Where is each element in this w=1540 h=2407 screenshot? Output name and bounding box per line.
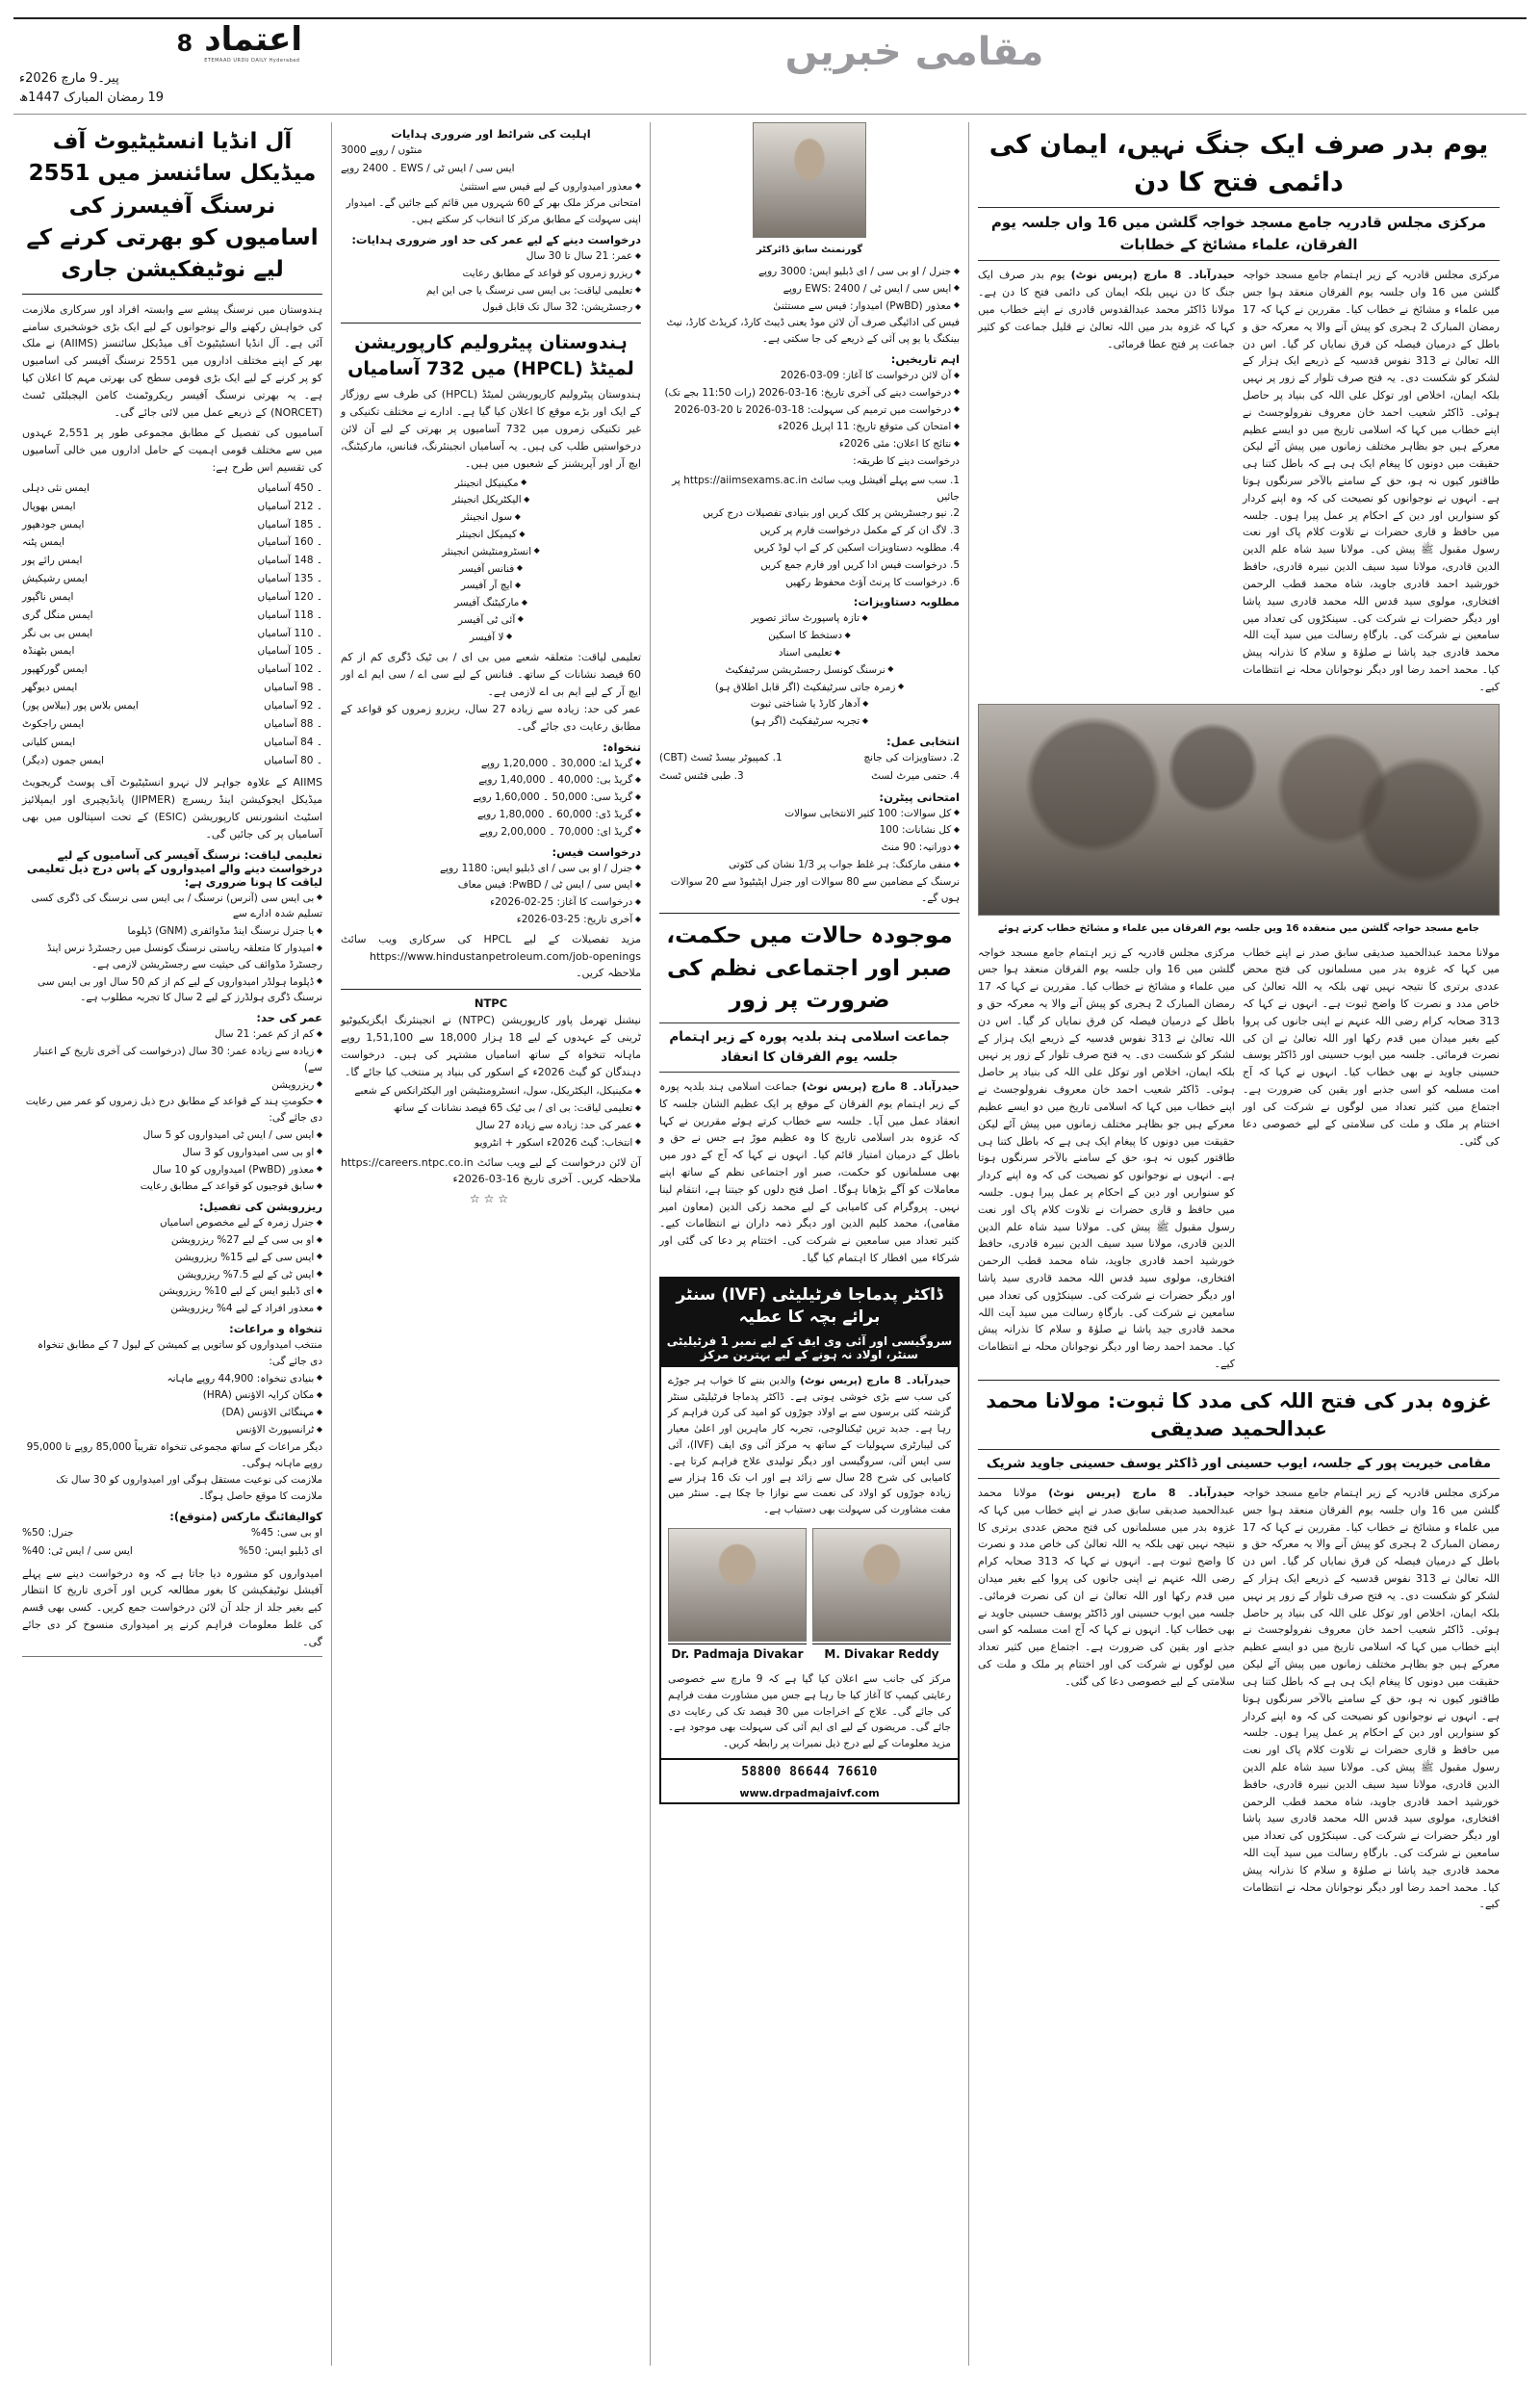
selection-item: 2. دستاویزات کی جانچ xyxy=(863,751,960,764)
jamaat-dateline: حیدرآباد۔ 8 مارچ (پریس نوٹ) xyxy=(802,1079,960,1093)
column-divider-1 xyxy=(331,122,332,2366)
ntpc-list xyxy=(341,1083,641,1151)
selection-row xyxy=(659,768,960,786)
doctor-card-right xyxy=(668,1528,807,1662)
lead-subhead: مرکزی مجلس قادریہ جامع مسجد خواجہ گلشن میں 16 واں جلسہ یوم الفرقان، علماء مشائخ کے خطابات xyxy=(978,207,1500,261)
doc-item: ◆ دستخط کا اسکین xyxy=(659,628,960,644)
selection-list xyxy=(659,750,960,786)
hpcl-fee-head: درخواست فیس: xyxy=(552,844,641,859)
inst-name: ایمس ناگپور xyxy=(22,590,74,603)
inst-name: ایمس کلیانی xyxy=(22,736,76,748)
elig-item: ◆ امیدوار کا متعلقہ ریاستی نرسنگ کونسل میں رجسٹرڈ نرس اینڈ رجسٹرڈ مڈوائف کی حیثیت سے رجسٹریشن لازمی ہے۔ xyxy=(22,941,322,973)
jamaat-body xyxy=(659,1078,960,1267)
age-item: ◆ او بی سی امیدواروں کو 3 سال xyxy=(22,1145,322,1161)
second-dateline: حیدرآباد۔ 8 مارچ (پریس نوٹ) xyxy=(1048,1486,1236,1499)
aiims-institute-list xyxy=(22,480,322,770)
aiims-cutoff-head: کوالیفائنگ مارکس (متوقع): xyxy=(169,1509,322,1523)
apply-method-head: درخواست دینے کا طریقہ: xyxy=(853,454,960,467)
inst-value: ۔ 92 آسامیاں xyxy=(264,699,322,712)
inst-name: ایمس رائے پور xyxy=(22,555,83,567)
column-divider-2 xyxy=(650,122,651,2366)
date-row: ◆ آخری تاریخ: 25-03-2026ء xyxy=(341,912,641,928)
ntpc-head: NTPC xyxy=(474,996,508,1011)
masthead xyxy=(13,17,1527,110)
date-item: ◆ درخواست میں ترمیم کی سہولت: 18-03-2026 تا 20-03-2026 xyxy=(659,402,960,419)
second-body-columns xyxy=(978,1485,1500,1913)
masthead-rule xyxy=(13,114,1527,115)
page-number: 8 xyxy=(176,30,193,57)
ivf-ad-phone[interactable]: 76610 86644 58800 xyxy=(661,1758,958,1784)
aiims-para3: AIIMS کے علاوہ جواہر لال نہرو انسٹیٹیوٹ آف پوسٹ گریجویٹ میڈیکل ایجوکیشن اینڈ ریسرچ (JIPMER) پانڈیچیری اور ایمپلائیز اسٹیٹ انشورنس کارپوریشن (ESIC) کے تحت اسپتالوں میں بھی آسامیاں پر کی جائیں گی۔ xyxy=(22,776,322,841)
lead-lede: یوم بدر صرف ایک جنگ کا دن نہیں بلکہ ایمان کی دائمی فتح کا دن ہے۔ مولانا ڈاکٹر محمد عبدالقدوس قادری نے اپنے خطاب میں کہا کہ غزوہ بدر میں اللہ تعالیٰ نے قلیل جماعت کو کثیر جماعت پر فتح عطا فرمائی۔ xyxy=(978,269,1235,350)
inst-row xyxy=(22,499,322,516)
age-item: ◆ ایس سی / ایس ٹی امیدواروں کو 5 سال xyxy=(22,1127,322,1144)
inst-row xyxy=(22,698,322,715)
ivf-advertisement[interactable] xyxy=(659,1277,960,1804)
fee-label: ایس سی / ایس ٹی / EWS ۔ 2400 روپے xyxy=(341,162,515,174)
doctor-photo-padmaja xyxy=(668,1528,807,1642)
hpcl-text: ہندوستان پیٹرولیم کارپوریشن لمیٹڈ (HPCL) کی طرف سے روزگار کے ایک اور بڑے موقع کا اعلان کیا گیا ہے۔ ادارے نے مختلف تکنیکی و غیر تکنیکی زمروں میں 732 آسامیوں پر بھرتی کے لیے آن لائن درخواستیں طلب کی ہیں۔ یہ آسامیاں انجینئرنگ، فنانس، مارکیٹنگ، ایچ آر اور آپریشنز کے شعبوں میں ہیں۔ xyxy=(341,388,641,470)
documents-head: مطلوبہ دستاویزات: xyxy=(853,595,960,609)
inst-value: ۔ 160 آسامیاں xyxy=(257,536,322,549)
inst-name: ایمس منگل گری xyxy=(22,608,93,621)
salary-row: ◆ گریڈ ای: 70,000 ۔ 2,00,000 روپے xyxy=(341,824,641,841)
salary-row: ◆ گریڈ اے: 30,000 ۔ 1,20,000 روپے xyxy=(341,756,641,772)
inst-value: ۔ 88 آسامیاں xyxy=(264,717,322,730)
age-item: ◆ ریزرو زمروں کو قواعد کے مطابق رعایت xyxy=(341,266,641,282)
inst-name: ایمس راجکوٹ xyxy=(22,717,85,730)
apply-step: 1. سب سے پہلے آفیشل ویب سائٹ https://aiimsexams.ac.in پر جائیں xyxy=(672,474,960,503)
fee-row: ◆ ایس سی / ایس ٹی / PwBD: فیس معاف xyxy=(341,877,641,893)
inst-value: ۔ 102 آسامیاں xyxy=(257,663,322,676)
apply-step-text: درخواست کا پرنٹ آؤٹ محفوظ رکھیں xyxy=(785,576,947,588)
inst-value: ۔ 185 آسامیاں xyxy=(257,518,322,531)
jamaat-rule-top xyxy=(659,913,960,914)
inst-row xyxy=(22,753,322,770)
ivf-ad-body xyxy=(661,1367,958,1524)
reserve-item: ◆ ای ڈبلیو ایس کے لیے 10% ریزرویشن xyxy=(22,1283,322,1300)
hpcl-role: ◆ انسٹرومنٹیشن انجینئر xyxy=(341,544,641,560)
inst-name: ایمس پٹنہ xyxy=(22,536,65,549)
jamaat-headline: موجودہ حالات میں حکمت، صبر اور اجتماعی نظم کی ضرورت پر زور xyxy=(666,923,953,1014)
apply-step-text: مطلوبہ دستاویزات اسکین کر کے اپ لوڈ کریں xyxy=(754,541,947,554)
second-body-left: مرکزی مجلس قادریہ کے زیر اہتمام جامع مسجد خواجہ گلشن میں 16 واں جلسہ یوم الفرقان منعقد ہوا جس میں علماء و مشائخ نے خطاب کیا۔ مقررین نے کہا کہ 17 رمضان المبارک 2 ہجری کو پیش آنے والا یہ معرکہ حق و باطل کے درمیان فیصلہ کن فرق نمایاں کر گیا۔ اس دن اللہ تعالیٰ نے 313 نفوس قدسیہ کے ذریعے ایک ہزار کے لشکر کو شکست دی۔ یہ فتح صرف تلوار کے زور پر نہیں بلکہ ایمان، اخلاص اور توکل علی اللہ کی بنیاد پر حاصل ہوئی۔ ڈاکٹر شعیب احمد خان معروف نفرولوجسٹ نے اپنے خطاب میں کہا کہ اسلامی تاریخ میں دو ایسے عظیم معرکے ہیں جو بظاہر مختلف زمانوں میں پیش آئے لیکن حقیقت میں دونوں کا پیغام ایک ہی ہے کہ باطل کتنا ہی طاقتور کیوں نہ ہو، حق کے سامنے بالآخر سرنگوں ہوتا ہے۔ انہوں نے نوجوانوں کو نصیحت کی کہ وہ اپنے کردار کو سنواریں اور دین کے احکام پر عمل پیرا ہوں۔ جلسہ میں حافظ و قاری حضرات نے تلاوت کلام پاک اور نعت رسول مقبول ﷺ پیش کی۔ مولانا سید شاہ علم الدین الدین قادری، مولانا سید سیف الدین نبیرہ قادری، حافظ خورشید احمد قادری جاوید، شاہ محمد قطب الرحمن افتخاری، مولوی سید قدس اللہ محمد قادری سید پاشا اور دیگر حضرات نے شرکت کی۔ سینکڑوں کی تعداد میں سامعین نے شرکت کی۔ بارگاہِ رسالت میں سید آیت اللہ محمد قادری جید پاشا نے صلوٰۃ و سلام کا نذرانہ پیش کیا۔ محمد احمد رضا اور دیگر نوجوانان محلہ نے انتظامات کیے۔ xyxy=(1243,1486,1500,1911)
ivf-ad-text: والدین بننے کا خواب ہر جوڑے کی سب سے بڑی خوشی ہوتی ہے۔ ڈاکٹر پدماجا فرٹیلیٹی سنٹر گزشتہ کئی برسوں سے بے اولاد جوڑوں کو امید کی کرن فراہم کر رہا ہے۔ جدید ترین ٹیکنالوجی، تجربہ کار ماہرین اور اعلیٰ معیار کی لیبارٹری سہولیات کے ساتھ یہ مرکز آئی وی ایف (IVF)، آئی سی ایس آئی، سروگیسی اور دیگر تولیدی علاج فراہم کرتا ہے۔ کامیابی کی شرح 28 سال سے زائد ہے اور اب تک 16 ہزار سے زیادہ جوڑوں کو اولاد کی نعمت سے نوازا جا چکا ہے۔ سنٹر میں مفت مشاورت کی سہولت بھی دستیاب ہے۔ xyxy=(668,1374,952,1516)
fee-note: امتحانی مرکز ملک بھر کے 60 شہروں میں قائم کیے جائیں گے۔ امیدوار اپنی سہولت کے مطابق مرکز کا انتخاب کر سکتے ہیں۔ xyxy=(346,197,641,226)
lead-bottom-rule xyxy=(978,1380,1500,1381)
date-item: ◆ آن لائن درخواست کا آغاز: 09-03-2026 xyxy=(659,368,960,384)
doctor-photo-divakar xyxy=(812,1528,951,1642)
lead-dateline: حیدرآباد۔ 8 مارچ (پریس نوٹ) xyxy=(1070,269,1236,282)
pattern-item: نرسنگ کے مضامین سے 80 سوالات اور جنرل اپٹیٹیوڈ سے 20 سوالات ہوں گے۔ xyxy=(670,875,960,904)
date-item: ◆ امتحان کی متوقع تاریخ: 11 اپریل 2026ء xyxy=(659,419,960,435)
section-title-wrap xyxy=(302,23,1527,74)
fee-item: ◆ جنرل / او بی سی / ای ڈبلیو ایس: 3000 روپے xyxy=(659,264,960,280)
lead-intro-left: مرکزی مجلس قادریہ کے زیر اہتمام جامع مسجد خواجہ گلشن میں 16 واں جلسہ یوم الفرقان منعقد ہوا جس میں علماء و مشائخ نے خطاب کیا۔ مقررین نے کہا کہ 17 رمضان المبارک 2 ہجری کو پیش آنے والا یہ معرکہ حق و باطل کے درمیان فیصلہ کن فرق نمایاں کر گیا۔ اس دن اللہ تعالیٰ نے 313 نفوس قدسیہ کے ذریعے ایک ہزار کے لشکر کو شکست دی۔ یہ فتح صرف تلوار کے زور پر نہیں بلکہ ایمان، اخلاص اور توکل علی اللہ کی بنیاد پر حاصل ہوئی۔ ڈاکٹر شعیب احمد خان معروف نفرولوجسٹ نے اپنے خطاب میں کہا کہ اسلامی تاریخ میں دو ایسے عظیم معرکے ہیں جو بظاہر مختلف زمانوں میں پیش آئے لیکن حقیقت میں دونوں کا پیغام ایک ہی ہے کہ باطل کتنا ہی طاقتور کیوں نہ ہو، حق کے سامنے بالآخر سرنگوں ہوتا ہے۔ انہوں نے نوجوانوں کو نصیحت کی کہ وہ اپنے کردار کو سنواریں اور دین کے احکام پر عمل پیرا ہوں۔ جلسہ میں حافظ و قاری حضرات نے تلاوت کلام پاک اور نعت رسول مقبول ﷺ پیش کی۔ مولانا سید شاہ علم الدین الدین قادری، مولانا سید سیف الدین نبیرہ قادری، حافظ خورشید احمد قادری جاوید، شاہ محمد قطب الرحمن افتخاری، مولوی سید قدس اللہ محمد قادری سید پاشا اور دیگر حضرات نے شرکت کی۔ سینکڑوں کی تعداد میں سامعین نے شرکت کی۔ بارگاہِ رسالت میں سید آیت اللہ محمد قادری جید پاشا نے صلوٰۃ و سلام کا نذرانہ پیش کیا۔ محمد احمد رضا اور دیگر نوجوانان محلہ نے انتظامات کیے۔ xyxy=(1243,269,1500,693)
salary-item: ◆ بنیادی تنخواہ: 44,900 روپے ماہانہ xyxy=(22,1371,322,1387)
masthead-dates xyxy=(19,69,302,107)
ivf-ad-body-2: مرکز کی جانب سے اعلان کیا گیا ہے کہ 9 مارچ سے خصوصی رعایتی کیمپ کا آغاز کیا جا رہا ہے جس میں مشاورت مفت فراہم کی جائے گی۔ علاج کے اخراجات میں 30 فیصد تک کی رعایت دی جائے گی۔ مریضوں کے لیے ای ایم آئی کی سہولت بھی موجود ہے۔ مزید معلومات کے لیے درج ذیل نمبرات پر رابطہ کریں۔ xyxy=(668,1672,951,1750)
hpcl-role: ◆ مکینیکل انجینئر xyxy=(341,476,641,492)
inst-name: ایمس بلاس پور (بیلاس پور) xyxy=(22,699,139,712)
aiims-intro: ہندوستان میں نرسنگ پیشے سے وابستہ افراد اور سرکاری ملازمت کی خواہش رکھنے والے نوجوانوں کے لیے ایک بڑی خوشخبری سامنے آئی ہے۔ آل انڈیا انسٹیٹیوٹ آف میڈیکل سائنسز (AIIMS) نے ملک بھر کے اپنے مختلف اداروں میں 2551 نرسنگ آفیسر کی اسامیوں کو پر کرنے کے لیے ایک بڑی قومی سطح کی بھرتی مہم کا اعلان کیا ہے۔ یہ بھرتی نرسنگ آفیسر ریکروٹمنٹ کامن الیجبلٹی ٹسٹ (NORCET) کے ذریعے عمل میں لائی جائے گی۔ xyxy=(22,302,322,419)
inst-value: ۔ 110 آسامیاں xyxy=(257,627,322,639)
selection-item: 1. کمپیوٹر بیسڈ ٹسٹ (CBT) xyxy=(659,751,783,764)
cutoff-row xyxy=(22,1543,322,1561)
jobs-age-head: درخواست دینے کے لیے عمر کی حد اور ضروری ہدایات: xyxy=(351,233,641,247)
documents-list xyxy=(659,610,960,730)
column-divider-3 xyxy=(968,122,969,2366)
inst-value: ۔ 148 آسامیاں xyxy=(257,555,322,567)
lead-photo-caption: جامع مسجد خواجہ گلشن میں منعقدہ 16 ویں جلسہ یوم الفرقان میں علماء و مشائخ خطاب کرتے ہوئے xyxy=(998,922,1479,934)
inst-value: ۔ 450 آسامیاں xyxy=(257,481,322,494)
pattern-list xyxy=(659,806,960,907)
age-item: ◆ عمر: 21 سال تا 30 سال xyxy=(341,248,641,265)
inst-name: ایمس دیوگھر xyxy=(22,682,78,694)
hpcl-role: ◆ لا آفیسر xyxy=(341,630,641,646)
hpcl-role: ◆ مارکیٹنگ آفیسر xyxy=(341,595,641,611)
reserve-item: ◆ او بی سی کے لیے 27% ریزرویشن xyxy=(22,1232,322,1249)
fee-item: ◆ معذور (PwBD) امیدوار: فیس سے مستثنیٰ xyxy=(659,298,960,315)
hpcl-eligibility: تعلیمی لیاقت: متعلقہ شعبے میں بی ای / بی ٹیک ڈگری کم از کم 60 فیصد نشانات کے ساتھ۔ فنانس کے لیے سی اے / سی ایم اے اور ایچ آر کے لیے ایم بی اے لازمی ہے۔ xyxy=(341,651,641,699)
section-title: مقامی خبریں xyxy=(784,30,1044,74)
hpcl-fee-list xyxy=(341,861,641,928)
masthead-identity xyxy=(13,20,302,107)
second-body-text: مولانا محمد عبدالحمید صدیقی سابق صدر نے اپنے خطاب میں کہا کہ غزوہ بدر میں مسلمانوں کی فتح محض عددی برتری کا نتیجہ نہیں تھی بلکہ یہ اللہ تعالیٰ کی خاص مدد و نصرت کا واضح ثبوت ہے۔ انہوں نے کہا کہ 313 صحابہ کرام رضی اللہ عنہم نے اپنی جانوں کی پروا کیے بغیر میدان میں قدم رکھا اور اللہ تعالیٰ نے ان کی نصرت فرمائی۔ جلسہ میں ایوب حسینی اور ڈاکٹر یوسف حسینی جاوید نے بھی خطاب کیا۔ انہوں نے کہا کہ آج امت مسلمہ کو اسی جذبے اور یقین کی ضرورت ہے۔ اجتماع میں کثیر تعداد میں لوگوں نے شرکت کی اور اختتام پر ملک و ملت کی سلامتی کے لیے خصوصی دعا کی گئی۔ xyxy=(978,1486,1236,1688)
inst-value: ۔ 84 آسامیاں xyxy=(264,736,322,748)
selection-head: انتخابی عمل: xyxy=(886,734,960,748)
apply-step: 6. درخواست کا پرنٹ آؤٹ محفوظ رکھیں xyxy=(785,576,960,588)
jobs-rule-1 xyxy=(341,323,641,324)
age-item: ◆ ریزرویشن xyxy=(22,1077,322,1094)
cutoff-ews: ای ڈبلیو ایس: 50% xyxy=(239,1544,322,1557)
lead-headline: یوم بدر صرف ایک جنگ نہیں، ایمان کی دائمی فتح کا دن xyxy=(988,130,1489,198)
jobs-rule-2 xyxy=(341,989,641,990)
portrait-photo xyxy=(753,122,866,238)
inst-value: ۔ 105 آسامیاں xyxy=(257,645,322,658)
elig-item: ◆ یا جنرل نرسنگ اینڈ مڈوائفری (GNM) ڈپلوما xyxy=(22,923,322,940)
inst-name: ایمس گورکھپور xyxy=(22,663,88,676)
hpcl-headline: ہندوستان پیٹرولیم کارپوریشن لمیٹڈ (HPCL) میں 732 آسامیاں xyxy=(347,332,634,379)
pattern-item: ◆ کل سوالات: 100 کثیر الانتخابی سوالات xyxy=(659,806,960,822)
ivf-doctor-photos xyxy=(661,1524,958,1666)
fee-row: ◆ جنرل / او بی سی / ای ڈبلیو ایس: 1180 روپے xyxy=(341,861,641,877)
aiims-bottom-rule xyxy=(22,1656,322,1657)
portrait-caption: گورنمنٹ سابق ڈائرکٹر xyxy=(756,245,863,255)
age-item: ◆ حکومتِ ہند کے قواعد کے مطابق درج ذیل زمروں کو عمر میں رعایت دی جائے گی: xyxy=(22,1094,322,1126)
aiims-cutoff-list xyxy=(22,1525,322,1561)
ntpc-item: ◆ مکینیکل، الیکٹریکل، سول، انسٹرومنٹیشن اور الیکٹرانکس کے شعبے xyxy=(341,1083,641,1100)
aiims-age-head: عمر کی حد: xyxy=(256,1011,322,1025)
selection-row xyxy=(659,750,960,767)
second-headline: غزوہ بدر کی فتح اللہ کی مدد کا ثبوت: مولانا محمد عبدالحمید صدیقی xyxy=(986,1388,1492,1441)
hpcl-age: عمر کی حد: زیادہ سے زیادہ 27 سال، ریزرو زمروں کو قواعد کے مطابق رعایت دی جائے گی۔ xyxy=(341,702,641,733)
doc-item: ◆ زمرہ جاتی سرٹیفکیٹ (اگر قابل اطلاق ہو) xyxy=(659,680,960,696)
aiims-age-list xyxy=(22,1026,322,1195)
jobs-eligibility-head: اہلیت کی شرائط اور ضروری ہدایات xyxy=(391,127,591,141)
cutoff-row xyxy=(22,1525,322,1542)
salary-row: ◆ گریڈ ڈی: 60,000 ۔ 1,80,000 روپے xyxy=(341,807,641,823)
fee-row xyxy=(341,142,641,160)
apply-step-text: لاگ ان کر کے مکمل درخواست فارم پر کریں xyxy=(759,525,947,537)
lead-intro-right xyxy=(978,267,1235,695)
apply-step-text: نیو رجسٹریشن پر کلک کریں اور بنیادی تفصیلات درج کریں xyxy=(703,507,947,520)
inst-row xyxy=(22,517,322,534)
salary-item: ◆ ٹرانسپورٹ الاؤنس xyxy=(22,1422,322,1438)
apply-step: 5. درخواست فیس ادا کریں اور فارم جمع کریں xyxy=(760,558,960,571)
aiims-salary-head: تنخواہ و مراعات: xyxy=(229,1321,322,1335)
age-item: ◆ زیادہ سے زیادہ عمر: 30 سال (درخواست کی آخری تاریخ کے اعتبار سے) xyxy=(22,1044,322,1076)
jobs-age-list xyxy=(341,248,641,316)
inst-value: ۔ 120 آسامیاں xyxy=(257,590,322,603)
salary-item: منتخب امیدواروں کو ساتویں پے کمیشن کے لیول 7 کے مطابق تنخواہ دی جائے گی: xyxy=(37,1338,322,1367)
age-item: ◆ سابق فوجیوں کو قواعد کے مطابق رعایت xyxy=(22,1178,322,1195)
inst-row xyxy=(22,626,322,643)
apply-step: 2. نیو رجسٹریشن پر کلک کریں اور بنیادی تفصیلات درج کریں xyxy=(703,507,960,520)
jamaat-subhead: جماعت اسلامی ہند بلدیہ پورہ کے زیر اہتمام جلسہ یوم الفرقان کا انعقاد xyxy=(659,1022,960,1073)
inst-row xyxy=(22,553,322,570)
aiims-para2: آسامیوں کی تفصیل کے مطابق مجموعی طور پر 2,551 عہدوں میں سے مختلف قومی اہمیت کے حامل اداروں میں خالی آسامیوں کی تقسیم اس طرح ہے: xyxy=(22,427,322,475)
pattern-item: ◆ کل نشانات: 100 xyxy=(659,822,960,839)
inst-name: ایمس جموں (دیگر) xyxy=(22,754,105,766)
inst-row xyxy=(22,608,322,625)
date-item: ◆ درخواست دینے کی آخری تاریخ: 16-03-2026 (رات 11:50 بجے تک) xyxy=(659,385,960,401)
hpcl-website: مزید تفصیلات کے لیے HPCL کی سرکاری ویب سائٹ https://www.hindustanpetroleum.com/job-openings ملاحظہ کریں۔ xyxy=(341,932,641,980)
hpcl-salary-list xyxy=(341,756,641,841)
apply-step: 3. لاگ ان کر کے مکمل درخواست فارم پر کریں xyxy=(759,525,960,537)
inst-name: ایمس بٹھنڈہ xyxy=(22,645,75,658)
jobs-fee-list xyxy=(341,142,641,228)
date-gregorian: پیر۔9 مارچ 2026ء xyxy=(19,71,119,86)
lead-body-columns xyxy=(978,945,1500,1373)
inst-name: ایمس بی بی نگر xyxy=(22,627,93,639)
salary-item: ◆ مکان کرایہ الاؤنس (HRA) xyxy=(22,1387,322,1404)
column-jamaat-and-ad xyxy=(651,122,968,2366)
end-ornament: ☆☆☆ xyxy=(469,1192,513,1206)
aiims-reservation-head: ریزرویشن کی تفصیل: xyxy=(198,1200,322,1214)
lead-body-right: مرکزی مجلس قادریہ کے زیر اہتمام جامع مسجد خواجہ گلشن میں 16 واں جلسہ یوم الفرقان منعقد ہوا جس میں علماء و مشائخ نے خطاب کیا۔ مقررین نے کہا کہ 17 رمضان المبارک 2 ہجری کو پیش آنے والا یہ معرکہ حق و باطل کے درمیان فیصلہ کن فرق نمایاں کر گیا۔ اس دن اللہ تعالیٰ نے 313 نفوس قدسیہ کے ذریعے ایک ہزار کے لشکر کو شکست دی۔ یہ فتح صرف تلوار کے زور پر نہیں بلکہ ایمان، اخلاص اور توکل علی اللہ کی بنیاد پر حاصل ہوئی۔ ڈاکٹر شعیب احمد خان معروف نفرولوجسٹ نے اپنے خطاب میں کہا کہ اسلامی تاریخ میں دو ایسے عظیم معرکے ہیں جو بظاہر مختلف زمانوں میں پیش آئے لیکن حقیقت میں دونوں کا پیغام ایک ہی ہے کہ باطل کتنا ہی طاقتور کیوں نہ ہو، حق کے سامنے بالآخر سرنگوں ہوتا ہے۔ انہوں نے نوجوانوں کو نصیحت کی کہ وہ اپنے کردار کو سنواریں اور دین کے احکام پر عمل پیرا ہوں۔ جلسہ میں حافظ و قاری حضرات نے تلاوت کلام پاک اور نعت رسول مقبول ﷺ پیش کی۔ مولانا سید شاہ علم الدین الدین قادری، مولانا سید سیف الدین نبیرہ قادری، حافظ خورشید احمد قادری جاوید، شاہ محمد قطب الرحمن افتخاری، مولوی سید قدس اللہ محمد قادری سید پاشا اور دیگر حضرات نے شرکت کی۔ سینکڑوں کی تعداد میں سامعین نے شرکت کی۔ بارگاہِ رسالت میں سید آیت اللہ محمد قادری جید پاشا نے صلوٰۃ و سلام کا نذرانہ پیش کیا۔ محمد احمد رضا اور دیگر نوجوانان محلہ نے انتظامات کیے۔ xyxy=(978,945,1235,1371)
inst-value: ۔ 98 آسامیاں xyxy=(264,682,322,694)
fee-label: منٹوں / روپے 3000 xyxy=(341,144,423,156)
ivf-ad-website[interactable]: www.drpadmajaivf.com xyxy=(739,1786,880,1799)
inst-row xyxy=(22,643,322,660)
lead-intro-columns xyxy=(978,267,1500,695)
dates-head: اہم تاریخیں: xyxy=(890,351,960,366)
elig-item: ◆ ڈپلوما ہولڈر امیدواروں کے لیے کم از کم 50 سال اور بی ایس سی نرسنگ ڈگری ہولڈرز کے لیے 2 سال کا تجربہ مطلوب ہے۔ xyxy=(22,974,322,1007)
apply-step-text: درخواست فیس ادا کریں اور فارم جمع کریں xyxy=(760,558,947,571)
hpcl-role: ◆ کیمیکل انجینئر xyxy=(341,527,641,543)
inst-value: ۔ 135 آسامیاں xyxy=(257,573,322,585)
doc-item: ◆ تازہ پاسپورٹ سائز تصویر xyxy=(659,610,960,627)
apply-step: 4. مطلوبہ دستاویزات اسکین کر کے اپ لوڈ کریں xyxy=(754,541,960,554)
reserve-item: ◆ معذور افراد کے لیے 4% ریزرویشن xyxy=(22,1301,322,1317)
doc-item: ◆ آدھار کارڈ یا شناختی ثبوت xyxy=(659,696,960,712)
selection-item: 3. طبی فٹنس ٹسٹ xyxy=(659,769,744,782)
aiims-rule xyxy=(22,294,322,295)
inst-row xyxy=(22,589,322,607)
lead-photo xyxy=(978,704,1500,916)
salary-item: دیگر مراعات کے ساتھ مجموعی تنخواہ تقریباً 85,000 روپے تا 95,000 روپے ماہانہ ہوگی۔ xyxy=(26,1440,322,1469)
inst-name: ایمس رشیکیش xyxy=(22,573,89,585)
reserve-item: ◆ جنرل زمرہ کے لیے مخصوص اسامیاں xyxy=(22,1215,322,1231)
doctor-name-divakar: M. Divakar Reddy xyxy=(812,1643,951,1662)
age-item: ◆ تعلیمی لیاقت: بی ایس سی نرسنگ یا جی این ایم xyxy=(341,283,641,299)
salary-row: ◆ گریڈ بی: 40,000 ۔ 1,40,000 روپے xyxy=(341,772,641,789)
portrait-photo-inner xyxy=(754,123,865,237)
hpcl-role: ◆ آئی ٹی آفیسر xyxy=(341,612,641,629)
second-body-right xyxy=(978,1485,1235,1913)
age-item: ◆ رجسٹریشن: 32 سال تک قابل قبول xyxy=(341,299,641,316)
inst-row xyxy=(22,716,322,734)
ntpc-website: آن لائن درخواست کے لیے ویب سائٹ https://careers.ntpc.co.in ملاحظہ کریں۔ آخری تاریخ 16-03-2026ء xyxy=(341,1155,641,1186)
ntpc-item: ◆ انتخاب: گیٹ 2026ء اسکور + انٹرویو xyxy=(341,1135,641,1152)
aiims-eligibility-head: تعلیمی لیاقت: نرسنگ آفیسر کی آسامیوں کے لیے درخواست دینے والے امیدواروں کے پاس درج ذیل تعلیمی لیاقت کا ہونا ضروری ہے: xyxy=(26,847,322,889)
reserve-item: ◆ ایس ٹی کے لیے 7.5% ریزرویشن xyxy=(22,1267,322,1283)
selection-item: 4. حتمی میرٹ لسٹ xyxy=(871,769,960,782)
column-lead-story xyxy=(969,122,1508,2366)
hpcl-salary-head: تنخواہ: xyxy=(603,739,641,754)
aiims-eligibility-list xyxy=(22,891,322,1007)
pattern-head: امتحانی پیٹرن: xyxy=(879,789,960,804)
hpcl-role: ◆ الیکٹریکل انجینئر xyxy=(341,492,641,508)
cutoff-obc: او بی سی: 45% xyxy=(250,1526,322,1539)
hpcl-roles xyxy=(341,476,641,646)
inst-row xyxy=(22,571,322,588)
pattern-item: ◆ دورانیہ: 90 منٹ xyxy=(659,840,960,856)
salary-item: ملازمت کی نوعیت مستقل ہوگی اور امیدواروں کو 30 سال تک ملازمت کا موقع حاصل ہوگا۔ xyxy=(56,1474,322,1503)
jamaat-body-text: جماعت اسلامی ہند بلدیہ پورہ کے زیر اہتمام یوم الفرقان کے موقع پر ایک عظیم الشان جلسہ کا انعقاد عمل میں آیا۔ جلسہ سے خطاب کرتے ہوئے مقررین نے کہا کہ غزوہ بدر اسلامی تاریخ کا وہ عظیم موڑ ہے جس نے حق و باطل کے درمیان امتیاز قائم کیا۔ انہوں نے کہا کہ آج کے دور میں بھی مسلمانوں کو حکمت، صبر اور اجتماعی نظم کے ساتھ اپنے معاملات کو آگے بڑھانا ہوگا۔ اصل فتح دلوں کو جیتنا ہے، انتقام لینا نہیں۔ پروگرام کی کامیابی کے لیے محمد زکی الدین (معاون امیر مقامی)، محمد کلیم الدین اور دیگر ذمہ داران نے انتظامات کیے۔ کثیر تعداد میں سامعین نے شرکت کی۔ اختتام پر دعا کی گئی اور شرکاء میں افطار کا اہتمام کیا گیا۔ xyxy=(659,1079,960,1265)
fee-item: فیس کی ادائیگی صرف آن لائن موڈ یعنی ڈیبٹ کارڈ، کریڈٹ کارڈ، نیٹ بینکنگ یا یو پی آئی کے ذریعے کی جا سکتی ہے۔ xyxy=(666,317,960,346)
second-subhead: مقامی خیریت پور کے جلسہ، ایوب حسینی اور ڈاکٹر یوسف حسینی جاوید شریک xyxy=(978,1449,1500,1479)
hpcl-role: ◆ ایچ آر آفیسر xyxy=(341,578,641,594)
elig-item: ◆ بی ایس سی (آنرس) نرسنگ / بی ایس سی نرسنگ کی ڈگری کسی تسلیم شدہ ادارے سے xyxy=(22,891,322,923)
ntpc-item: ◆ عمر کی حد: زیادہ سے زیادہ 27 سال xyxy=(341,1118,641,1134)
ntpc-text: نیشنل تھرمل پاور کارپوریشن (NTPC) نے انجینئرنگ ایگزیکیوٹیو ٹرینی کے عہدوں کے لیے 18 ہزار 18,000 سے 1,51,100 روپے ماہانہ تنخواہ کے ساتھ اسامیاں مشتہر کی ہیں۔ درخواست دہندگان کو گیٹ 2026ء کے اسکور کی بنیاد پر منتخب کیا جائے گا۔ xyxy=(341,1014,641,1078)
doc-item: ◆ نرسنگ کونسل رجسٹریشن سرٹیفکیٹ xyxy=(659,662,960,679)
ivf-ad-dateline: حیدرآباد۔ 8 مارچ (پریس نوٹ) xyxy=(800,1374,951,1386)
paper-logo-latin: ETEMAAD URDU DAILY Hyderabad xyxy=(204,58,300,64)
date-hijri: 19 رمضان المبارک 1447ھ xyxy=(19,90,165,105)
inst-row xyxy=(22,735,322,752)
aiims-headline: آل انڈیا انسٹیٹیوٹ آف میڈیکل سائنسز میں 2551 نرسنگ آفیسرز کی اسامیوں کو بھرتی کرنے کے لیے نوٹیفکیشن جاری xyxy=(26,129,319,283)
date-item: ◆ نتائج کا اعلان: مئی 2026ء xyxy=(659,436,960,453)
doctor-name-padmaja: Dr. Padmaja Divakar xyxy=(668,1643,807,1662)
inst-row xyxy=(22,534,322,552)
fee-row xyxy=(341,161,641,178)
age-item: ◆ معذور (PwBD) امیدواروں کو 10 سال xyxy=(22,1162,322,1178)
fee-note: ◆ معذور امیدواروں کے لیے فیس سے استثنیٰ xyxy=(341,179,641,195)
doc-item: ◆ تجربہ سرٹیفکیٹ (اگر ہو) xyxy=(659,713,960,730)
dates-list xyxy=(659,368,960,470)
lead-photo-inner xyxy=(979,705,1499,915)
apply-step-text: سب سے پہلے آفیشل ویب سائٹ https://aiimsexams.ac.in پر جائیں xyxy=(672,474,960,503)
hpcl-role: ◆ فنانس آفیسر xyxy=(341,561,641,578)
inst-value: ۔ 80 آسامیاں xyxy=(264,754,322,766)
salary-item: ◆ مہنگائی الاؤنس (DA) xyxy=(22,1405,322,1421)
cutoff-scst: ایس سی / ایس ٹی: 40% xyxy=(22,1544,133,1557)
doc-item: ◆ تعلیمی اسناد xyxy=(659,645,960,661)
pattern-item: ◆ منفی مارکنگ: ہر غلط جواب پر 1/3 نشان کی کٹوتی xyxy=(659,857,960,873)
hpcl-role: ◆ سول انجینئر xyxy=(341,509,641,526)
cutoff-general: جنرل: 50% xyxy=(22,1526,74,1539)
inst-row xyxy=(22,661,322,679)
aiims-salary-list xyxy=(22,1337,322,1505)
inst-name: ایمس جودھپور xyxy=(22,518,85,531)
ivf-ad-title: ڈاکٹر پدماجا فرٹیلیٹی (IVF) سنٹر برائے بچہ کا عطیہ xyxy=(661,1279,958,1334)
doctor-photo-inner xyxy=(813,1529,950,1641)
paper-logo: اعتماد xyxy=(204,20,302,59)
date-row: ◆ درخواست کا آغاز: 25-02-2026ء xyxy=(341,894,641,911)
inst-value: ۔ 118 آسامیاں xyxy=(257,608,322,621)
doctor-photo-inner xyxy=(669,1529,806,1641)
doctor-card-left xyxy=(812,1528,951,1662)
inst-name: ایمس نئی دہلی xyxy=(22,481,90,494)
apply-fee-list xyxy=(659,264,960,348)
inst-value: ۔ 212 آسامیاں xyxy=(257,500,322,512)
reserve-item: ◆ ایس سی کے لیے 15% ریزرویشن xyxy=(22,1250,322,1266)
aiims-reservation-list xyxy=(22,1215,322,1317)
inst-row xyxy=(22,480,322,498)
age-item: ◆ کم از کم عمر: 21 سال xyxy=(22,1026,322,1043)
lead-body-left: مولانا محمد عبدالحمید صدیقی سابق صدر نے اپنے خطاب میں کہا کہ غزوہ بدر میں مسلمانوں کی فتح محض عددی برتری کا نتیجہ نہیں تھی بلکہ یہ اللہ تعالیٰ کی خاص مدد و نصرت کا واضح ثبوت ہے۔ انہوں نے کہا کہ 313 صحابہ کرام رضی اللہ عنہم نے اپنی جانوں کی پروا کیے بغیر میدان میں قدم رکھا اور اللہ تعالیٰ نے ان کی نصرت فرمائی۔ جلسہ میں ایوب حسینی اور ڈاکٹر یوسف حسینی جاوید نے بھی خطاب کیا۔ انہوں نے کہا کہ آج امت مسلمہ کو اسی جذبے اور یقین کی ضرورت ہے۔ اجتماع میں کثیر تعداد میں لوگوں نے شرکت کی اور اختتام پر ملک و ملت کی سلامتی کے لیے خصوصی دعا کی گئی۔ xyxy=(1243,945,1500,1148)
ivf-ad-subtitle: سروگیسی اور آئی وی ایف کے لیے نمبر 1 فرٹیلیٹی سنٹر، اولاد نہ ہونے کے لیے بہترین مرکز xyxy=(661,1334,958,1367)
page-columns xyxy=(13,122,1527,2366)
inst-name: ایمس بھوپال xyxy=(22,500,76,512)
apply-steps-list xyxy=(659,473,960,591)
column-aiims xyxy=(13,122,331,2366)
inst-row xyxy=(22,680,322,697)
column-jobs-continued xyxy=(332,122,650,2366)
aiims-final-note: امیدواروں کو مشورہ دیا جاتا ہے کہ وہ درخواست دینے سے پہلے آفیشل نوٹیفکیشن کا بغور مطالعہ کریں اور آخری تاریخ کا انتظار کیے بغیر جلد از جلد آن لائن درخواست جمع کریں۔ کسی بھی قسم کی غلط معلومات فراہم کرنے پر امیدواری منسوخ کر دی جائے گی۔ xyxy=(22,1566,322,1648)
fee-item: ◆ ایس سی / ایس ٹی / EWS: 2400 روپے xyxy=(659,281,960,298)
salary-row: ◆ گریڈ سی: 50,000 ۔ 1,60,000 روپے xyxy=(341,789,641,806)
ntpc-item: ◆ تعلیمی لیاقت: بی ای / بی ٹیک 65 فیصد نشانات کے ساتھ xyxy=(341,1100,641,1117)
